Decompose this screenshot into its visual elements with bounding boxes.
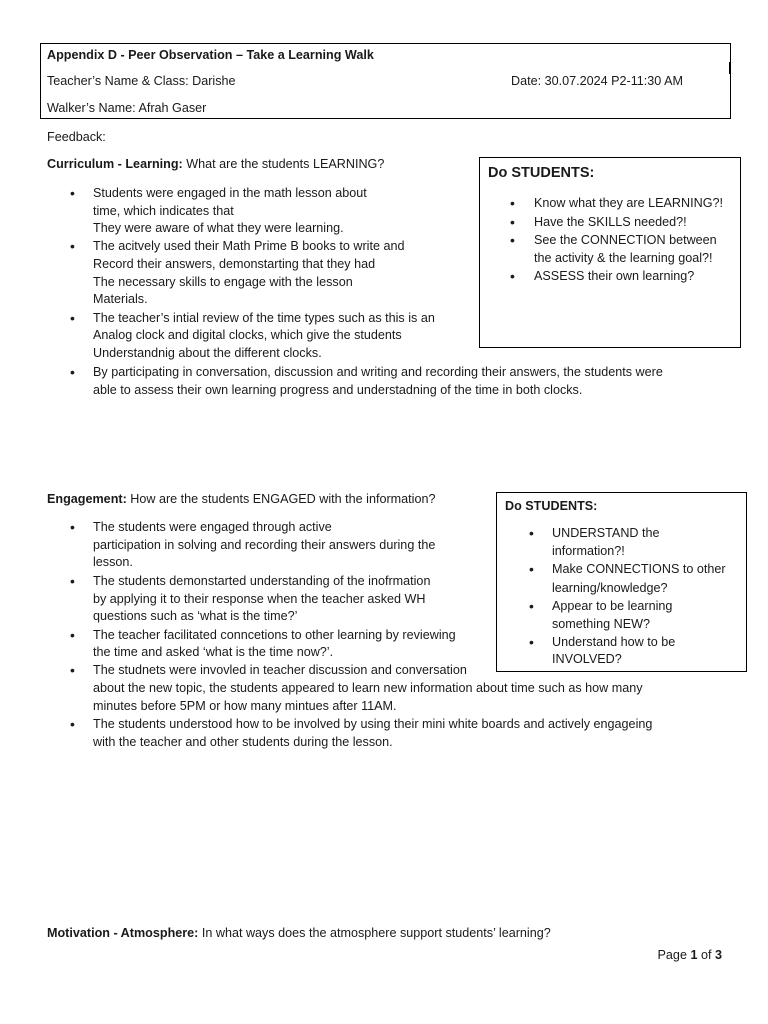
page-prefix: Page (657, 948, 691, 962)
list-item-line: The teacher facilitated conncetions to other learning by reviewing (93, 628, 456, 642)
page-number (658, 946, 722, 964)
bullet-dot: • (529, 598, 534, 614)
checklist-item: Appear to be learning (552, 599, 673, 613)
page-current: 1 (690, 948, 698, 962)
curriculum-heading: Curriculum - Learning: (47, 157, 183, 171)
checklist-item: UNDERSTAND the (552, 526, 660, 540)
list-item-line: Students were engaged in the math lesson about (93, 186, 367, 200)
motivation-question: In what ways does the atmosphere support students’ learning? (198, 926, 551, 940)
list-item-line: with the teacher and other students during the lesson. (93, 735, 393, 749)
checklist-item-continued: INVOLVED? (552, 652, 622, 666)
list-item-line: By participating in conversation, discussion and writing and recording their answers, the students were (93, 365, 663, 379)
bullet-dot: • (70, 310, 75, 326)
list-item-line: participation in solving and recording their answers during the (93, 538, 436, 552)
bullet-dot: • (510, 232, 515, 248)
list-item-line: The students demonstarted understanding of the inofrmation (93, 574, 431, 588)
engagement-question: How are the students ENGAGED with the information? (126, 492, 436, 506)
bullet-dot: • (70, 716, 75, 732)
bullet-dot: • (70, 519, 75, 535)
bullet-dot: • (70, 364, 75, 380)
checklist-item-continued: the activity & the learning goal?! (534, 251, 713, 265)
list-item-line: Understandnig about the different clocks. (93, 346, 322, 360)
list-item-line: The students understood how to be involved by using their mini white boards and actively engageing (93, 717, 653, 731)
engagement-heading-row (47, 490, 435, 508)
bullet-dot: • (70, 238, 75, 254)
list-item-line: They were aware of what they were learning. (93, 221, 344, 235)
checklist-item-continued: something NEW? (552, 617, 650, 631)
page-total: 3 (714, 948, 722, 962)
text-cursor-mark (729, 62, 730, 74)
list-item-line: about the new topic, the students appeared to learn new information about time such as how many (93, 681, 643, 695)
page-of: of (697, 948, 715, 962)
motivation-heading-row (47, 924, 551, 942)
list-item-line: lesson. (93, 555, 133, 569)
list-item-line: The students were engaged through active (93, 520, 332, 534)
curriculum-heading-row (47, 155, 384, 173)
header-box (40, 43, 731, 119)
checklist-item: See the CONNECTION between (534, 233, 717, 247)
walker-name: Walker’s Name: Afrah Gaser (47, 101, 207, 115)
engagement-checklist-box (496, 492, 747, 672)
checklist-title: Do STUDENTS: (488, 165, 595, 181)
document-title: Appendix D - Peer Observation – Take a Learning Walk (47, 48, 374, 62)
curriculum-question: What are the students LEARNING? (182, 157, 385, 171)
list-item-line: The teacher’s intial review of the time types such as this is an (93, 311, 435, 325)
checklist-item: Understand how to be (552, 635, 676, 649)
list-item-line: The studnets were invovled in teacher discussion and conversation (93, 663, 467, 677)
bullet-dot: • (510, 214, 515, 230)
checklist-item: Have the SKILLS needed?! (534, 215, 687, 229)
list-item-line: by applying it to their response when the teacher asked WH (93, 592, 426, 606)
motivation-heading: Motivation - Atmosphere: (47, 926, 199, 940)
list-item-line: minutes before 5PM or how many mintues after 11AM. (93, 699, 397, 713)
checklist-item-continued: learning/knowledge? (552, 581, 668, 595)
observation-date: Date: 30.07.2024 P2-11:30 AM (511, 74, 684, 88)
checklist-item: ASSESS their own learning? (534, 269, 695, 283)
checklist-item: Make CONNECTIONS to other (552, 562, 726, 576)
list-item-line: Materials. (93, 292, 148, 306)
list-item-line: Record their answers, demonstarting that they had (93, 257, 376, 271)
bullet-dot: • (70, 662, 75, 678)
engagement-heading: Engagement: (47, 492, 127, 506)
bullet-dot: • (529, 561, 534, 577)
checklist-title: Do STUDENTS: (505, 499, 598, 513)
bullet-dot: • (510, 268, 515, 284)
list-item-line: The acitvely used their Math Prime B books to write and (93, 239, 405, 253)
list-item-line: questions such as ‘what is the time?’ (93, 609, 298, 623)
curriculum-checklist-box (479, 157, 741, 348)
bullet-dot: • (70, 627, 75, 643)
bullet-dot: • (70, 185, 75, 201)
teacher-name: Teacher’s Name & Class: Darishe (47, 74, 236, 88)
list-item-line: time, which indicates that (93, 204, 234, 218)
list-item-line: Analog clock and digital clocks, which give the students (93, 328, 402, 342)
bullet-dot: • (529, 634, 534, 650)
bullet-dot: • (70, 573, 75, 589)
list-item-line: able to assess their own learning progress and understadning of the time in both clocks. (93, 383, 583, 397)
bullet-dot: • (529, 525, 534, 541)
checklist-item: Know what they are LEARNING?! (534, 196, 723, 210)
list-item-line: the time and asked ‘what is the time now?’. (93, 645, 334, 659)
checklist-item-continued: information?! (552, 544, 625, 558)
list-item-line: The necessary skills to engage with the lesson (93, 275, 353, 289)
feedback-label: Feedback: (47, 130, 106, 144)
bullet-dot: • (510, 195, 515, 211)
